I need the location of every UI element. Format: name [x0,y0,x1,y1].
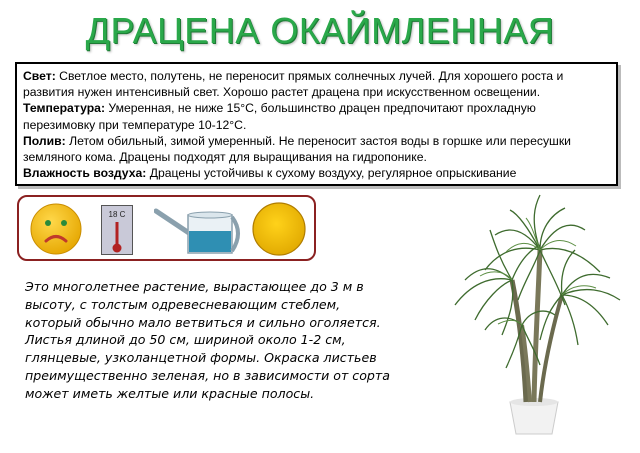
care-light-text: Светлое место, полутень, не переносит прямых солнечных лучей. Для хорошего роста и развития нужен интенсивный свет. Хорошо растет драцена при искусственном освещении. [23,69,564,100]
care-watering-label: Полив: [23,133,66,148]
watering-can-icon [154,205,244,255]
care-light-label: Свет: [23,69,56,83]
care-watering-text: Летом обильный, зимой умеренный. Не переносит застоя воды в горшке или пересушки земляного кома. Драцены подходят для выращивания на гидропонике. [23,133,571,165]
thermometer-bulb [102,220,132,254]
care-humidity-text: Драцены устойчивы к сухому воздуху, регулярное опрыскивание [146,166,517,181]
thermometer-icon [101,205,133,255]
sun-disc-icon [251,201,307,257]
care-temperature-text: Умеренная, не ниже 15°C, большинство драцен предпочитают прохладную перезимовку при температуре 10-12°C. [23,101,536,132]
care-watering [23,133,610,165]
care-humidity [23,165,610,181]
care-info-box [15,62,618,186]
care-temperature [23,100,610,132]
care-humidity-label: Влажность воздуха: [23,166,147,181]
plant-description: Это многолетнее растение, вырастающее до 3 м в высоту, с толстым одревесневающим стеблем, который обычно мало ветвиться и сильно оголяется. Листья длиной до 50 см, шириной около 1-2 см, глянцевые, узколанцетной формы. Окраска листьев преимущественно зеленая, но в зависимости от сорта может иметь желтые или красные полосы. [25,279,390,401]
thermometer-label: 18 C [108,210,126,219]
page-title: ДРАЦЕНА ОКАЙМЛЕННАЯ [85,10,555,51]
sad-face-icon [29,202,83,256]
care-icons-panel [17,195,316,261]
care-temperature-label: Температура: [23,101,106,116]
care-light [23,68,610,100]
dracaena-plant-image [440,190,630,440]
